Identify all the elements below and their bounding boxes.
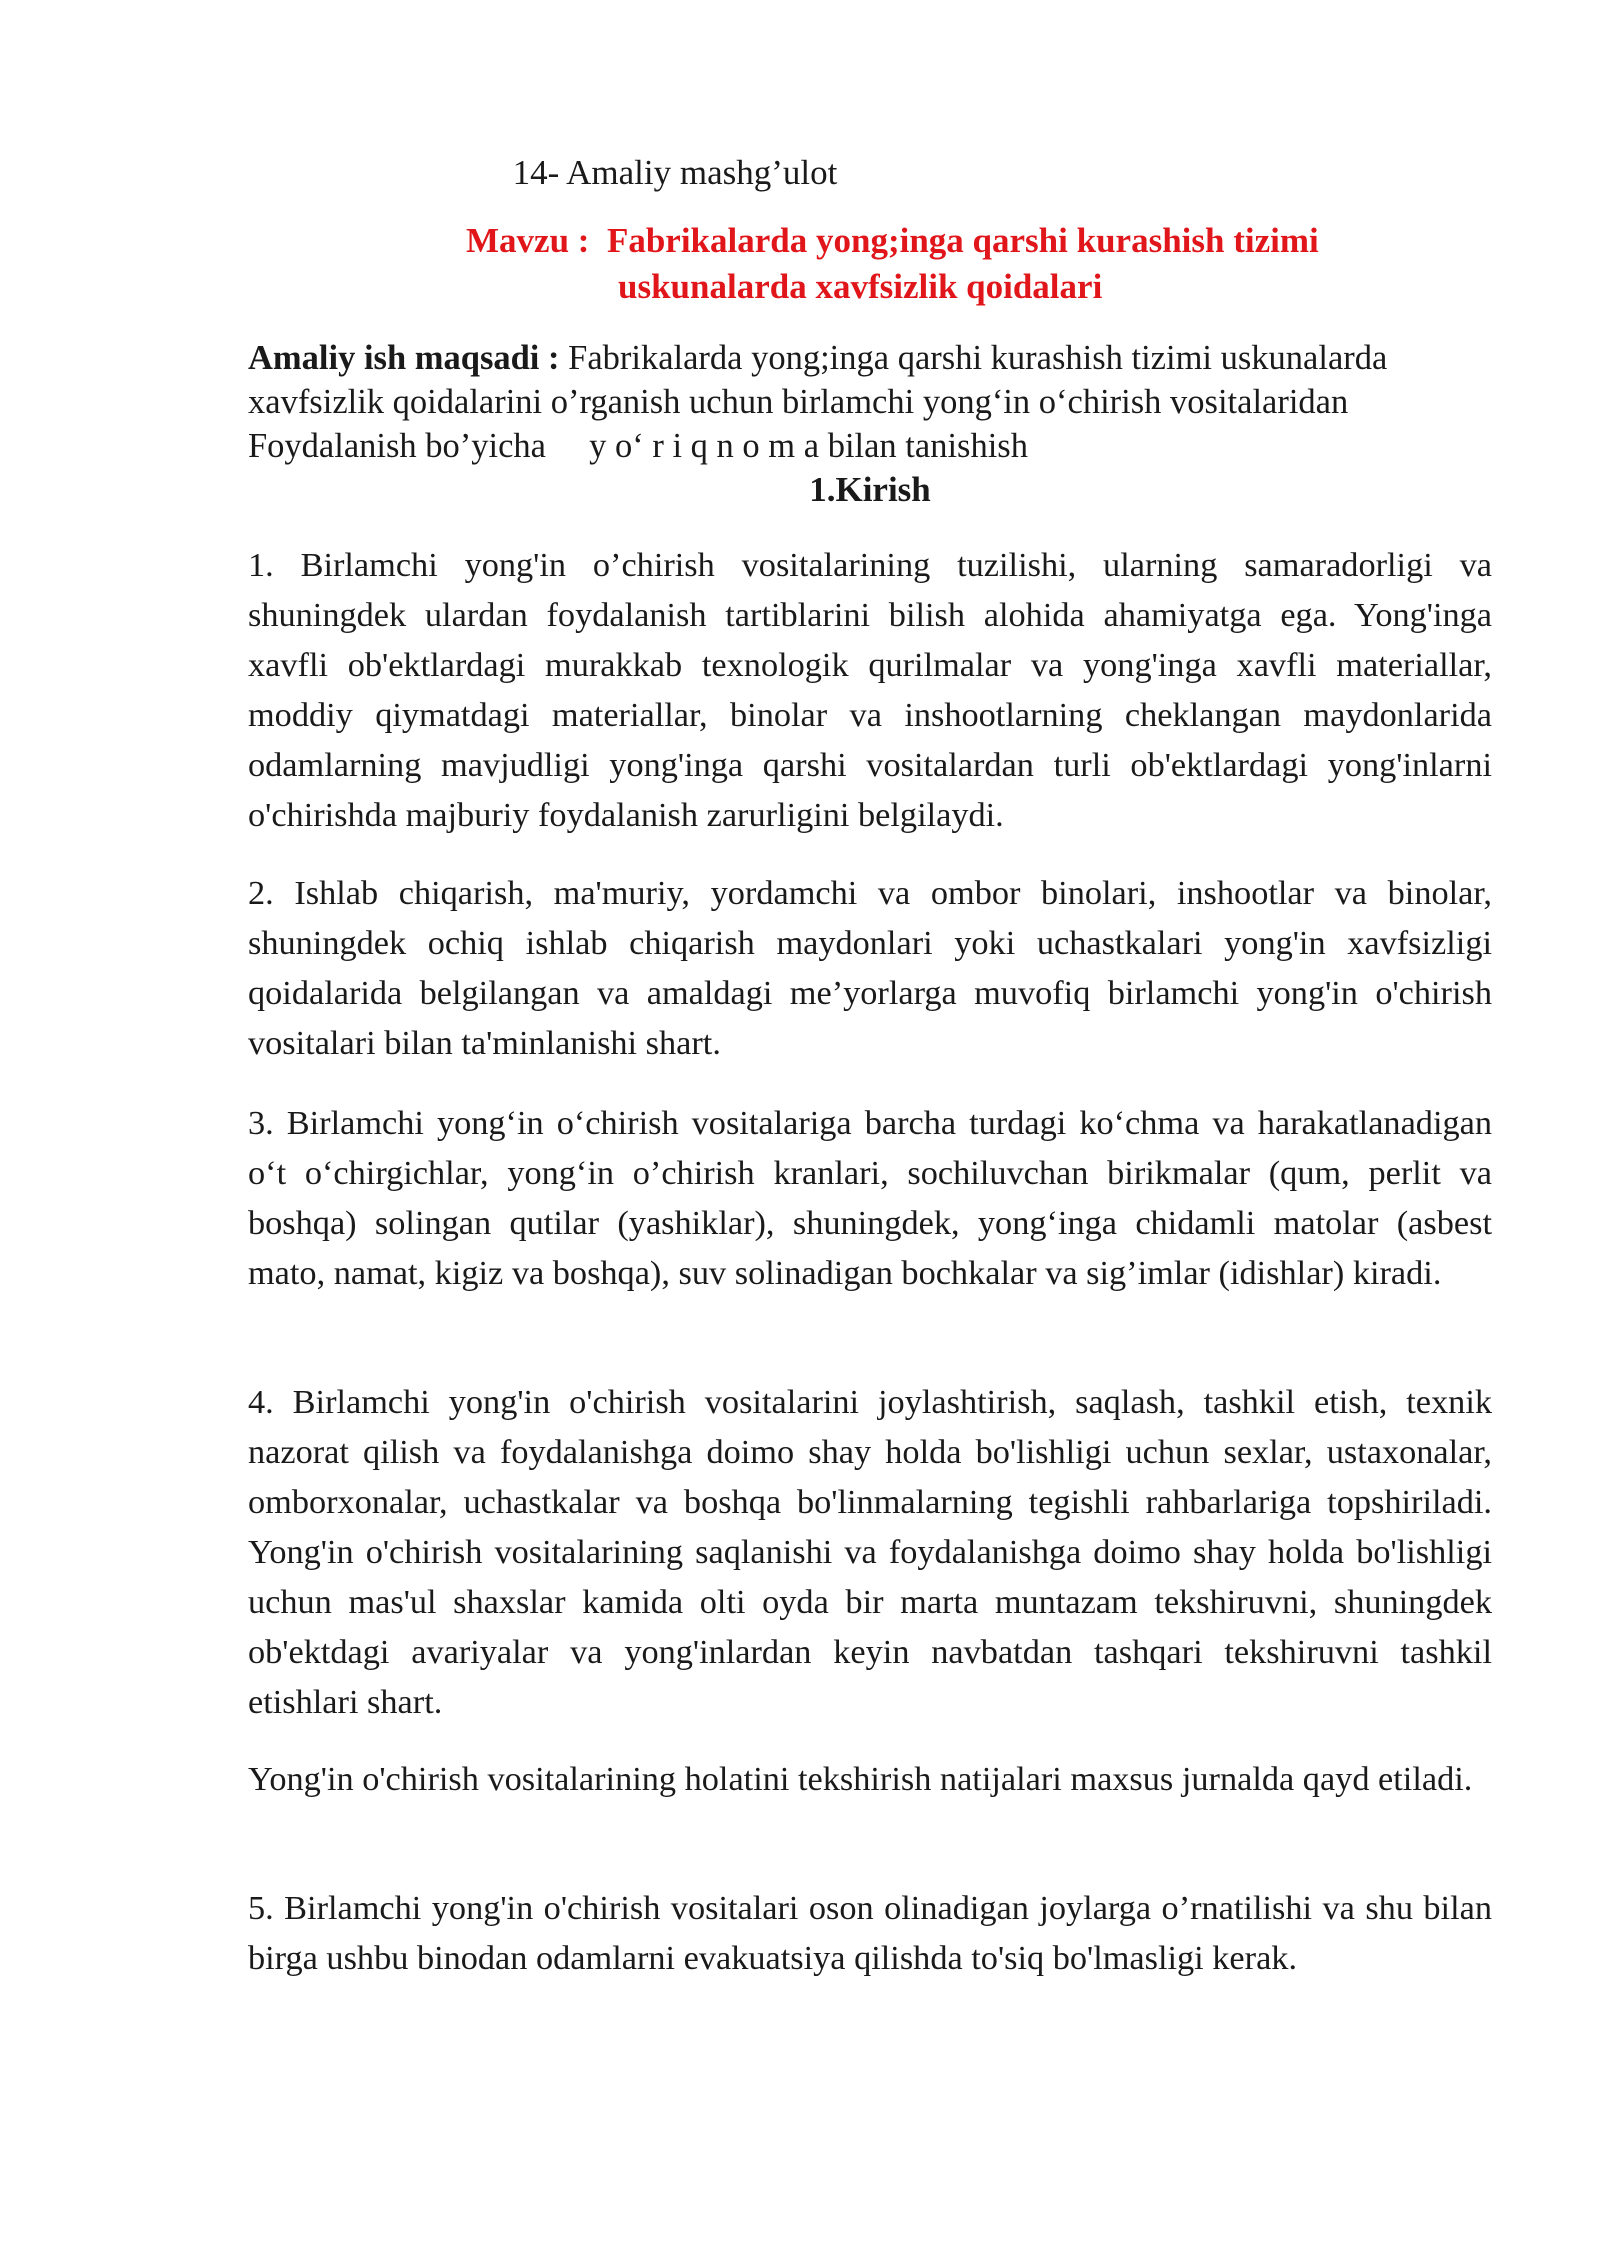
purpose-label: Amaliy ish maqsadi : [248, 339, 560, 377]
purpose-text-3: Foydalanish bo’yicha y o‘ r i q n o m a bilan tanishish [248, 427, 1028, 465]
purpose-block [248, 336, 1492, 468]
topic-label: Mavzu : [466, 221, 590, 260]
topic-line-1 [466, 218, 1319, 264]
lesson-number: 14- Amaliy mashg’ulot [512, 153, 838, 192]
purpose-text-1: Fabrikalarda yong;inga qarshi kurashish tizimi uskunalarda [568, 339, 1388, 377]
paragraph-5: Yong'in o'chirish vositalarining holatini tekshirish natijalari maxsus jurnalda qayd etiladi. [248, 1760, 1473, 1798]
section-heading: 1.Kirish [809, 470, 931, 509]
paragraph-1: 1. Birlamchi yong'in o’chirish vositalarining tuzilishi, ularning samaradorligi va shuningdek ulardan foydalanish tartiblarini bilish alohida ahamiyatga ega. Yong'inga xavfli ob'ektlardagi murakkab texnologik qurilmalar va yong'inga xavfli materiallar, moddiy qiymatdagi materiallar, binolar va inshootlarning cheklangan maydonlarida odamlarning mavjudligi yong'inga qarshi vositalardan turli ob'ektlardagi yong'inlarni o'chirishda majburiy foydalanish zarurligini belgilaydi. [248, 546, 1492, 834]
document-page [248, 0, 1492, 2262]
paragraph-3: 3. Birlamchi yong‘in o‘chirish vositalariga barcha turdagi ko‘chma va harakatlanadigan o‘t o‘chirgichlar, yong‘in o’chirish kranlari, sochiluvchan birikmalar (qum, perlit va boshqa) solingan qutilar (yashiklar), shuningdek, yong‘inga chidamli matolar (asbest mato, namat, kigiz va boshqa), suv solinadigan bochkalar va sig’imlar (idishlar) kiradi. [248, 1104, 1492, 1292]
topic-title-2: uskunalarda xavfsizlik qoidalari [618, 267, 1103, 306]
purpose-line-1 [248, 336, 1492, 380]
paragraph-2: 2. Ishlab chiqarish, ma'muriy, yordamchi va ombor binolari, inshootlar va binolar, shuningdek ochiq ishlab chiqarish maydonlari yoki uchastkalari yong'in xavfsizligi qoidalarida belgilangan va amaldagi me’yorlarga muvofiq birlamchi yong'in o'chirish vositalari bilan ta'minlanishi shart. [248, 874, 1492, 1062]
topic-title-1: Fabrikalarda yong;inga qarshi kurashish tizimi [606, 221, 1319, 260]
purpose-text-2: xavfsizlik qoidalarini o’rganish uchun birlamchi yong‘in o‘chirish vositalaridan [248, 383, 1349, 421]
paragraph-4: 4. Birlamchi yong'in o'chirish vositalarini joylashtirish, saqlash, tashkil etish, texnik nazorat qilish va foydalanishga doimo shay holda bo'lishligi uchun sexlar, ustaxonalar, omborxonalar, uchastkalar va boshqa bo'linmalarning tegishli rahbarlariga topshiriladi. Yong'in o'chirish vositalarining saqlanishi va foydalanishga doimo shay holda bo'lishligi uchun mas'ul shaxslar kamida olti oyda bir marta muntazam tekshiruvni, shuningdek ob'ektdagi avariyalar va yong'inlardan keyin navbatdan tashqari tekshiruvni tashkil etishlari shart. [248, 1383, 1492, 1721]
paragraph-6: 5. Birlamchi yong'in o'chirish vositalari oson olinadigan joylarga o’rnatilishi va shu bilan birga ushbu binodan odamlarni evakuatsiya qilishda to'siq bo'lmasligi kerak. [248, 1889, 1492, 1977]
